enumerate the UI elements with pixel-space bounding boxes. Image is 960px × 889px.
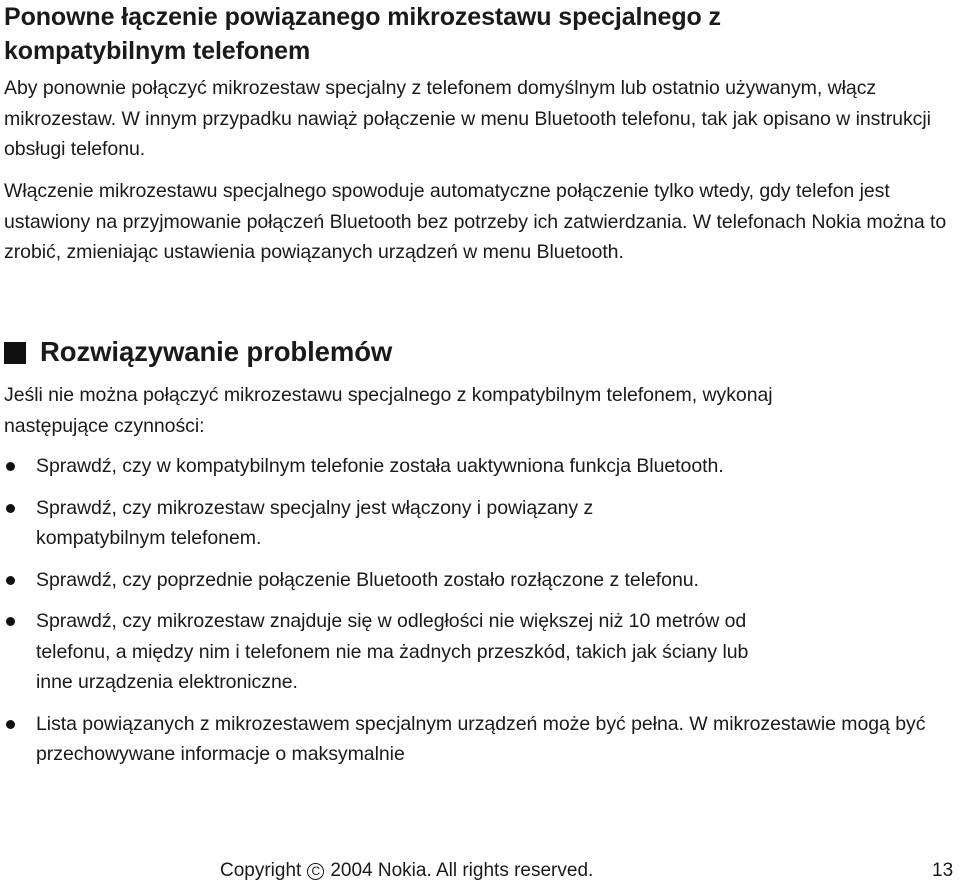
list-item: [4, 606, 771, 698]
section-title: Rozwiązywanie problemów: [40, 336, 393, 367]
list-item-text: Sprawdź, czy mikrozestaw znajduje się w odległości nie większej niż 10 metrów od telefonu, a między nim i telefonem nie ma żadnych przeszkód, takich jak ściany lub inne urządzenia elektroniczne.: [36, 610, 749, 693]
list-item: [4, 565, 956, 596]
troubleshooting-list: [4, 451, 954, 781]
list-item: [4, 451, 726, 482]
section-header-troubleshooting: [4, 332, 392, 372]
square-bullet-icon: [4, 342, 26, 364]
list-item-text: Sprawdź, czy w kompatybilnym telefonie została uaktywniona funkcja Bluetooth.: [36, 455, 724, 477]
list-item: [4, 493, 666, 554]
paragraph-auto-connect: Włączenie mikrozestawu specjalnego spowoduje automatyczne połączenie tylko wtedy, gdy telefon jest ustawiony na przyjmowanie połączeń Bluetooth bez potrzeby ich zatwierdzania. W telefonach Nokia można to zrobić, zmieniając ustawienia powiązanych urządzeń w menu Bluetooth.: [4, 180, 947, 263]
list-item-text: Lista powiązanych z mikrozestawem specjalnym urządzeń może być pełna. W mikrozestawie mogą być przechowywane informacje o maksymalnie: [36, 712, 926, 765]
copyright-prefix: Copyright: [220, 860, 302, 881]
page-number: 13: [932, 860, 954, 881]
page-heading: Ponowne łączenie powiązanego mikrozestawu specjalnego z kompatybilnym telefonem: [4, 3, 721, 65]
bullet-dot-icon: [6, 504, 15, 513]
paragraph-reconnect: Aby ponownie połączyć mikrozestaw specjalny z telefonem domyślnym lub ostatnio używanym, włącz mikrozestaw. W innym przypadku nawiąż połączenie w menu Bluetooth telefonu, tak jak opisano w instrukcji obsługi telefonu.: [4, 77, 931, 160]
list-item-text: Sprawdź, czy mikrozestaw specjalny jest włączony i powiązany z kompatybilnym telefonem.: [36, 496, 594, 549]
list-item: [4, 709, 936, 770]
troubleshooting-intro: Jeśli nie można połączyć mikrozestawu specjalnego z kompatybilnym telefonem, wykonaj następujące czynności:: [4, 384, 773, 437]
bullet-dot-icon: [6, 720, 15, 729]
bullet-dot-icon: [6, 462, 15, 471]
bullet-dot-icon: [6, 576, 15, 585]
copyright-icon: C: [307, 863, 324, 880]
bullet-dot-icon: [6, 617, 15, 626]
footer-copyright: [220, 857, 593, 885]
list-item-text: Sprawdź, czy poprzednie połączenie Bluetooth zostało rozłączone z telefonu.: [36, 568, 699, 591]
copyright-text: 2004 Nokia. All rights reserved.: [330, 860, 594, 881]
